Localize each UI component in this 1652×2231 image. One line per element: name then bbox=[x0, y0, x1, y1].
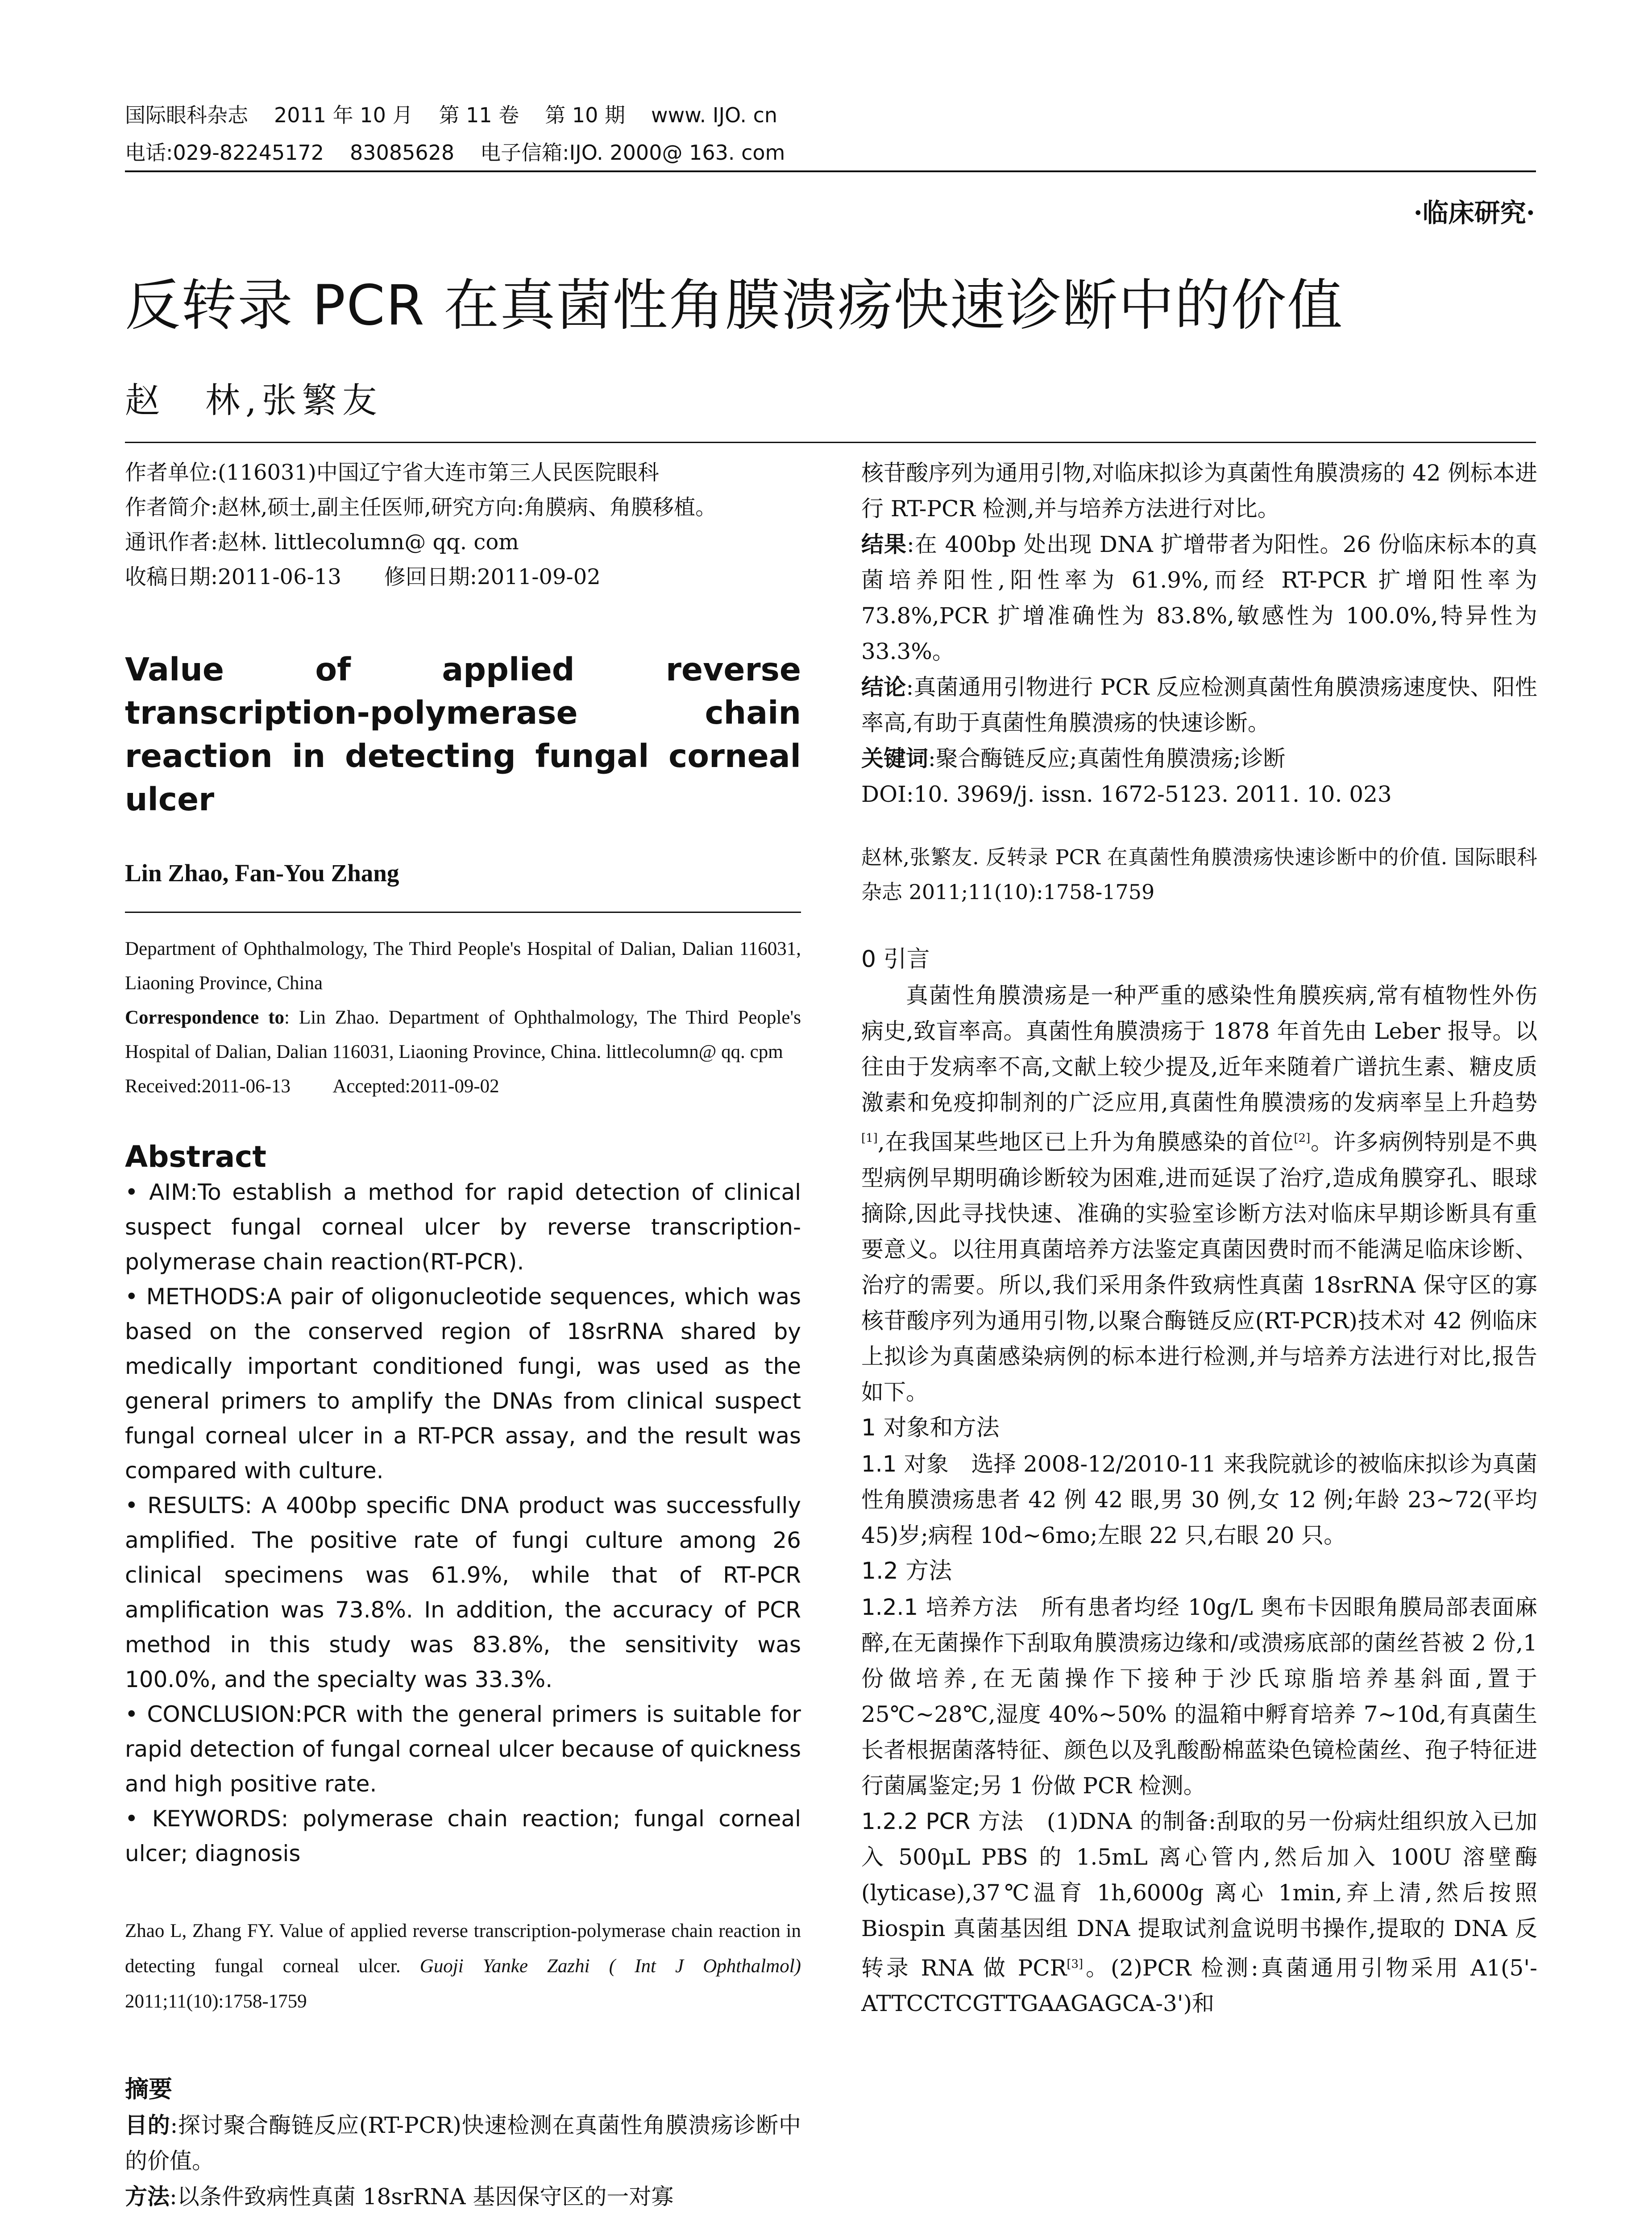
section-1-1-text: 选择 2008-12/2010-11 来我院就诊的被临床拟诊为真菌性角膜溃疡患者 42 例 42 眼,男 30 例,女 12 例;年龄 23~72(平均 45)岁;病程 10d~6mo;左眼 22 只,右眼 20 只。 bbox=[861, 1451, 1537, 1548]
english-title: Value of applied reverse transcription-polymerase chain reaction in detecting fungal corneal ulcer bbox=[125, 651, 801, 818]
correspondence-label: Correspondence to bbox=[125, 1007, 285, 1028]
section-tag: ·临床研究· bbox=[1413, 198, 1535, 228]
intro-text-c: 。许多病例特别是不典型病例早期明确诊断较为困难,进而延误了治疗,造成角膜穿孔、眼球摘除,因此寻找快速、准确的实验室诊断方法对临床早期诊断具有重要意义。以往用真菌培养方法鉴定真菌因费时而不能满足临床诊断、治疗的需要。所以,我们采用条件致病性真菌 18srRNA 保守区的寡核苷酸序列为通用引物,以聚合酶链反应(RT-PCR)技术对 42 例临床上拟诊为真菌感染病例的标本进行检测,并与培养方法进行对比,报告如下。 bbox=[861, 1129, 1537, 1405]
dates-zh: 收稿日期:2011-06-13 修回日期:2011-09-02 bbox=[125, 564, 601, 589]
intro-text-a: 真菌性角膜溃疡是一种严重的感染性角膜疾病,常有植物性外伤病史,致盲率高。真菌性角膜溃疡于 1878 年首先由 Leber 报导。以往由于发病率不高,文献上较少提及,近年来随着广谱抗生素、糖皮质激素和免疫抑制剂的广泛应用,真菌性角膜溃疡的发病率呈上升趋势 bbox=[861, 983, 1537, 1116]
reference-3: [3] bbox=[1067, 1957, 1083, 1971]
reference-2: [2] bbox=[1294, 1132, 1311, 1145]
citation-english bbox=[125, 1913, 801, 2019]
section-1-2-1-label: 1.2.1 培养方法 bbox=[861, 1594, 1018, 1620]
zh-methods-text-part1: :以条件致病性真菌 18srRNA 基因保守区的一对寡 bbox=[170, 2184, 674, 2210]
email: 电子信箱:IJO. 2000@ 163. com bbox=[480, 141, 785, 165]
correspondence-en bbox=[125, 1000, 801, 1069]
issue-date: 2011 年 10 月 bbox=[274, 103, 413, 127]
phone-2: 83085628 bbox=[350, 141, 455, 165]
author-bio: 作者简介:赵林,硕士,副主任医师,研究方向:角膜病、角膜移植。 bbox=[125, 495, 717, 520]
zh-abstract-keywords bbox=[861, 741, 1537, 776]
zh-aim-text: :探讨聚合酶链反应(RT-PCR)快速检测在真菌性角膜溃疡诊断中的价值。 bbox=[125, 2112, 801, 2174]
abstract-methods: • METHODS:A pair of oligonucleotide sequences, which was based on the conserved region of 18srRNA shared by medically important conditioned fungi, was used as the general primers to amplify the DNAs from clinical suspect fungal corneal ulcer in a RT-PCR assay, and the result was compared with culture. bbox=[125, 1284, 801, 1484]
intro-heading: 0 引言 bbox=[861, 946, 930, 973]
zh-abstract-aim bbox=[125, 2107, 801, 2179]
english-authors: Lin Zhao, Fan-You Zhang bbox=[125, 859, 399, 887]
zh-abstract-conclusion bbox=[861, 669, 1537, 741]
citation-en-journal: Guoji Yanke Zazhi ( Int J Ophthalmol) bbox=[419, 1956, 801, 1977]
zh-results-label: 结果 bbox=[861, 531, 907, 557]
left-column bbox=[125, 455, 801, 2214]
zh-methods-label: 方法 bbox=[125, 2184, 170, 2210]
journal-header-line1 bbox=[125, 99, 803, 129]
affiliation: 作者单位:(116031)中国辽宁省大连市第三人民医院眼科 bbox=[125, 460, 659, 485]
journal-name: 国际眼科杂志 bbox=[125, 103, 248, 127]
zh-abstract-heading: 摘要 bbox=[125, 2076, 172, 2103]
intro-paragraph bbox=[861, 978, 1537, 1410]
article-title: 反转录 PCR 在真菌性角膜溃疡快速诊断中的价值 bbox=[125, 274, 1344, 338]
section-1-1-label: 1.1 对象 bbox=[861, 1451, 949, 1477]
reference-1: [1] bbox=[861, 1132, 878, 1145]
correspondence-zh: 通讯作者:赵林. littlecolumn@ qq. com bbox=[125, 530, 519, 555]
right-column bbox=[861, 455, 1537, 2021]
abstract-aim: • AIM:To establish a method for rapid detection of clinical suspect fungal corneal ulcer by reverse transcription-polymerase chain reaction(RT-PCR). bbox=[125, 1179, 801, 1275]
citation-en-post: 2011;11(10):1758-1759 bbox=[125, 1991, 307, 2012]
abstract-keywords: • KEYWORDS: polymerase chain reaction; fungal corneal ulcer; diagnosis bbox=[125, 1806, 801, 1866]
zh-methods-continued: 核苷酸序列为通用引物,对临床拟诊为真菌性角膜溃疡的 42 例标本进行 RT-PCR 检测,并与培养方法进行对比。 bbox=[861, 460, 1537, 522]
title-rule bbox=[125, 442, 1536, 443]
section-1-2-heading: 1.2 方法 bbox=[861, 1557, 952, 1584]
journal-website: www. IJO. cn bbox=[651, 103, 778, 127]
zh-keywords-text: :聚合酶链反应;真菌性角膜溃疡;诊断 bbox=[928, 746, 1286, 771]
section-1-2-2 bbox=[861, 1804, 1537, 2022]
author-meta bbox=[125, 455, 801, 594]
zh-conclusion-label: 结论 bbox=[861, 674, 906, 700]
volume: 第 11 卷 bbox=[439, 103, 519, 127]
zh-abstract-results bbox=[861, 527, 1537, 669]
abstract-results: • RESULTS: A 400bp specific DNA product was successfully amplified. The positive rate of fungi culture among 26 clinical specimens was 61.9%, while that of RT-PCR amplification was 73.8%. In addition, the accuracy of PCR method in this study was 83.8%, the sensitivity was 100.0%, and the specialty was 33.3%. bbox=[125, 1493, 801, 1692]
header-rule bbox=[125, 170, 1536, 172]
intro-text-b: ,在我国某些地区已上升为角膜感染的首位 bbox=[877, 1129, 1294, 1155]
section-1-2-2-label: 1.2.2 PCR 方法 bbox=[861, 1808, 1024, 1834]
department: Department of Ophthalmology, The Third People's Hospital of Dalian, Dalian 116031, Liaoning Province, China bbox=[125, 938, 801, 994]
citation-en-pre: Zhao L, Zhang FY. Value of applied reverse transcription-polymerase chain reaction in detecting fungal corneal ulcer. bbox=[125, 1920, 801, 1977]
doi: DOI:10. 3969/j. issn. 1672-5123. 2011. 10. 023 bbox=[861, 781, 1392, 807]
received-accepted: Received:2011-06-13 Accepted:2011-09-02 bbox=[125, 1076, 499, 1097]
section-1-2-2-text-b: 。(2)PCR 检测:真菌通用引物采用 A1(5'-ATTCCTCGTTGAAGAGCA-3')和 bbox=[861, 1955, 1537, 2017]
zh-abstract-methods-start bbox=[125, 2179, 801, 2214]
zh-conclusion-text: :真菌通用引物进行 PCR 反应检测真菌性角膜溃疡速度快、阳性率高,有助于真菌性角膜溃疡的快速诊断。 bbox=[861, 674, 1538, 736]
section-1-2-1-text: 所有患者均经 10g/L 奥布卡因眼角膜局部表面麻醉,在无菌操作下刮取角膜溃疡边缘和/或溃疡底部的菌丝苔被 2 份,1 份做培养,在无菌操作下接种于沙氏琼脂培养基斜面,置于 25℃~28℃,湿度 40%~50% 的温箱中孵育培养 7~10d,有真菌生长者根据菌落特征、颜色以及乳酸酚棉蓝染色镜检菌丝、孢子特征进行菌属鉴定;另 1 份做 PCR 检测。 bbox=[861, 1594, 1537, 1799]
issue-number: 第 10 期 bbox=[545, 103, 626, 127]
section-1-2-2-text-a: (1)DNA 的制备:刮取的另一份病灶组织放入已加入 500μL PBS 的 1.5mL 离心管内,然后加入 100U 溶壁酶(lyticase),37℃温育 1h,6000g 离心 1min,弃上清,然后按照 Biospin 真菌基因组 DNA 提取试剂盒说明书操作,提取的 DNA 反转录 RNA 做 PCR bbox=[861, 1808, 1537, 1981]
abstract-heading: Abstract bbox=[125, 1140, 266, 1174]
journal-header-line2 bbox=[125, 137, 811, 166]
correspondence-text: : Lin Zhao. Department of Ophthalmology, The Third People's Hospital of Dalian, Dalian 116031, Liaoning Province, China. littlecolumn@ qq. cpm bbox=[125, 1007, 801, 1062]
citation-chinese: 赵林,张繁友. 反转录 PCR 在真菌性角膜溃疡快速诊断中的价值. 国际眼科杂志 2011;11(10):1758-1759 bbox=[861, 845, 1537, 904]
methods-heading: 1 对象和方法 bbox=[861, 1414, 1000, 1441]
zh-aim-label: 目的 bbox=[125, 2112, 170, 2138]
zh-keywords-label: 关键词 bbox=[861, 746, 928, 771]
section-1-2-1 bbox=[861, 1589, 1537, 1804]
article-authors: 赵 林,张繁友 bbox=[125, 381, 382, 421]
section-1-1 bbox=[861, 1446, 1537, 1553]
phone: 电话:029-82245172 bbox=[125, 141, 324, 165]
abstract-conclusion: • CONCLUSION:PCR with the general primers is suitable for rapid detection of fungal corneal ulcer because of quickness and high positive rate. bbox=[125, 1701, 801, 1797]
english-authors-rule bbox=[125, 912, 801, 913]
zh-results-text: :在 400bp 处出现 DNA 扩增带者为阳性。26 份临床标本的真菌培养阳性,阳性率为 61.9%,而经 RT-PCR 扩增阳性率为 73.8%,PCR 扩增准确性为 83.8%,敏感性为 100.0%,特异性为 33.3%。 bbox=[861, 531, 1537, 664]
